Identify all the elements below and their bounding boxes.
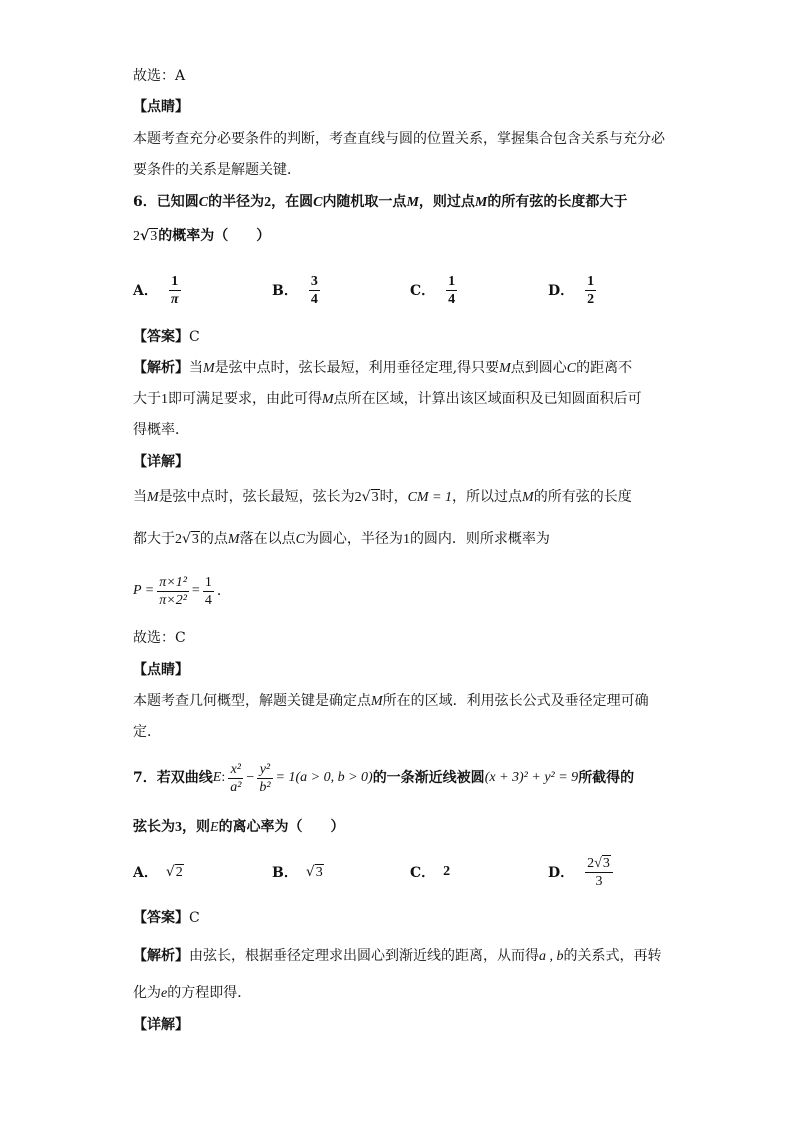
option-label: A． bbox=[133, 865, 158, 881]
analysis-line1 bbox=[133, 358, 632, 379]
fraction bbox=[585, 273, 596, 308]
numerator: 1 bbox=[204, 574, 212, 590]
paragraph-line bbox=[133, 691, 649, 712]
denominator: 4 bbox=[310, 291, 318, 307]
paragraph-line bbox=[133, 129, 665, 149]
text: 的点 bbox=[199, 531, 228, 547]
text: 为圆心，半径为 bbox=[304, 531, 403, 547]
text: 要条件的关系是解题关键． bbox=[133, 162, 301, 178]
math: C bbox=[295, 532, 305, 547]
text: 所截得的 bbox=[578, 770, 635, 786]
q7-option-b bbox=[272, 852, 324, 892]
sqrt-symbol: √3 bbox=[594, 855, 610, 871]
text: 得概率． bbox=[133, 422, 189, 438]
analysis-line2 bbox=[133, 389, 642, 410]
conclusion-line bbox=[133, 66, 185, 86]
denominator: 3 bbox=[595, 873, 603, 889]
math: P = bbox=[133, 583, 155, 598]
math: M bbox=[406, 195, 419, 210]
denominator: a² bbox=[230, 779, 242, 795]
option-value: 2 bbox=[443, 864, 451, 879]
text: 故选：A bbox=[133, 68, 186, 84]
text: 当 bbox=[189, 360, 203, 376]
option-d bbox=[548, 270, 599, 310]
math: 3 bbox=[150, 229, 158, 244]
answer-value: C bbox=[189, 329, 200, 345]
option-c bbox=[410, 270, 460, 310]
fraction bbox=[446, 273, 457, 308]
analysis-line2 bbox=[133, 983, 251, 1004]
math: M bbox=[371, 694, 383, 709]
text: 的方程即得． bbox=[167, 985, 252, 1001]
math: M bbox=[227, 532, 240, 547]
denominator: π×2² bbox=[159, 592, 187, 608]
text: 的距离不 bbox=[576, 360, 633, 376]
analysis-tag: 【解析】 bbox=[133, 948, 189, 964]
math: E bbox=[212, 770, 222, 785]
math: M bbox=[474, 195, 488, 210]
option-label: B． bbox=[272, 283, 298, 299]
fraction bbox=[257, 761, 272, 796]
fraction bbox=[203, 574, 214, 609]
section-tag bbox=[133, 97, 189, 117]
probability-formula bbox=[133, 568, 231, 614]
option-label: B． bbox=[272, 865, 298, 881]
denominator: b² bbox=[259, 779, 271, 795]
option-b bbox=[272, 270, 323, 310]
text: 定． bbox=[133, 724, 161, 740]
math: E bbox=[210, 820, 219, 835]
text: 故选：C bbox=[133, 630, 186, 646]
text: 即可满足要求，由此可得 bbox=[168, 391, 322, 407]
math: C bbox=[198, 195, 209, 210]
text: 是弦中点时，弦长最短，利用垂径定理,得只要 bbox=[214, 360, 500, 376]
answer-line bbox=[133, 327, 200, 347]
numerator: 3 bbox=[310, 273, 318, 289]
option-label: C． bbox=[410, 865, 436, 881]
sqrt-symbol: √3 bbox=[305, 863, 323, 880]
text: 点所在区域，计算出该区域面积及已知圆面积后可 bbox=[333, 391, 642, 407]
numerator: 1 bbox=[169, 273, 181, 291]
text: 的所有弦的长度都大于 bbox=[487, 194, 628, 210]
text: 本题考查充分必要条件的判断，考查直线与圆的位置关系，掌握集合包含关系与充分必 bbox=[133, 131, 665, 147]
fraction bbox=[228, 761, 243, 796]
sqrt-symbol: √3 bbox=[182, 531, 199, 547]
text: ，则 bbox=[182, 819, 210, 835]
text: 6．已知圆 bbox=[133, 194, 199, 210]
math: M bbox=[147, 490, 159, 505]
answer-line bbox=[133, 908, 200, 928]
question-6-line2 bbox=[133, 226, 270, 247]
denominator: 4 bbox=[448, 291, 456, 307]
math: M bbox=[522, 490, 534, 505]
section-tag bbox=[133, 660, 189, 680]
sqrt-symbol: √2 bbox=[165, 863, 183, 880]
math: 2 bbox=[175, 532, 182, 547]
numerator: x² bbox=[228, 761, 243, 779]
sqrt-symbol: √3 bbox=[361, 489, 379, 505]
text: 内随机取一点 bbox=[322, 194, 407, 210]
text: 当 bbox=[133, 489, 147, 505]
text: 的圆内．则所求概率为 bbox=[409, 531, 550, 547]
option-a bbox=[133, 270, 184, 310]
math: 1 bbox=[161, 392, 168, 407]
math: 2 bbox=[133, 229, 140, 244]
fraction bbox=[585, 855, 613, 890]
answer-tag: 【答案】 bbox=[133, 910, 189, 926]
text: 的关系式，再转 bbox=[563, 948, 662, 964]
question-7-line2 bbox=[133, 817, 345, 838]
text: 【点睛】 bbox=[133, 662, 189, 678]
text: 所在的区域．利用弦长公式及垂径定理可确 bbox=[382, 693, 649, 709]
detail-tag bbox=[133, 452, 189, 472]
text: 【点睛】 bbox=[133, 99, 189, 115]
math: 3 bbox=[371, 490, 379, 505]
math: M bbox=[499, 361, 511, 376]
detail-tag bbox=[133, 1015, 189, 1035]
text: 【详解】 bbox=[133, 1017, 189, 1033]
denominator: 4 bbox=[204, 592, 212, 608]
math: 2 bbox=[354, 490, 362, 505]
math: a , b bbox=[539, 949, 564, 964]
text: 弦长为 bbox=[133, 819, 175, 835]
math: M bbox=[203, 361, 215, 376]
numerator: 1 bbox=[587, 273, 595, 289]
math: 2 bbox=[264, 195, 272, 210]
denominator: 2 bbox=[587, 291, 595, 307]
math: (x + 3)² + y² = 9 bbox=[484, 770, 579, 785]
math: 3 bbox=[602, 855, 610, 871]
math: 2 bbox=[587, 855, 595, 871]
paragraph-line bbox=[133, 160, 301, 180]
numerator: y² bbox=[257, 761, 272, 779]
analysis-line1 bbox=[133, 946, 662, 967]
text: 【详解】 bbox=[133, 454, 189, 470]
question-6-line1 bbox=[133, 192, 627, 213]
text: 7．若双曲线 bbox=[133, 770, 213, 786]
text: 时， bbox=[379, 489, 408, 505]
text: 落在以点 bbox=[239, 531, 296, 547]
math: = 1(a > 0, b > 0) bbox=[275, 770, 373, 785]
text: 是弦中点时，弦长最短，弦长为 bbox=[158, 489, 355, 505]
text: 的一条渐近线被圆 bbox=[372, 770, 485, 786]
text: ． bbox=[216, 583, 231, 599]
math: 3 bbox=[175, 820, 182, 835]
math: − bbox=[246, 770, 255, 785]
fraction bbox=[309, 273, 320, 308]
text: ，则过点 bbox=[418, 194, 475, 210]
math: M bbox=[322, 392, 334, 407]
text: 点到圆心 bbox=[510, 360, 567, 376]
fraction bbox=[169, 273, 181, 308]
answer-value: C bbox=[189, 910, 200, 926]
analysis-tag: 【解析】 bbox=[133, 360, 189, 376]
q7-option-c bbox=[410, 852, 450, 892]
analysis-line3 bbox=[133, 420, 189, 440]
math: e bbox=[161, 986, 168, 1001]
sqrt-symbol: √3 bbox=[140, 228, 158, 244]
math: C bbox=[313, 195, 323, 210]
math: 1 bbox=[402, 532, 410, 547]
text: 的所有弦的长度 bbox=[533, 489, 632, 505]
denominator: π bbox=[170, 291, 179, 307]
option-label: D． bbox=[548, 283, 575, 299]
option-label: C． bbox=[410, 283, 436, 299]
text: 由弦长，根据垂径定理求出圆心到渐近线的距离，从而得 bbox=[189, 948, 539, 964]
text: ，在圆 bbox=[271, 194, 314, 210]
option-label: D． bbox=[548, 865, 575, 881]
numerator: π×1² bbox=[159, 574, 187, 590]
q7-option-d bbox=[548, 852, 616, 892]
text: 都大于 bbox=[133, 531, 175, 547]
numerator: 1 bbox=[448, 273, 456, 289]
q7-option-a bbox=[133, 852, 184, 892]
detail-line2 bbox=[133, 529, 550, 550]
text: 大于 bbox=[133, 391, 161, 407]
math: CM = 1 bbox=[407, 490, 453, 505]
math: 3 bbox=[315, 864, 323, 880]
fraction bbox=[157, 574, 189, 609]
text: 的概率为（ ） bbox=[158, 228, 271, 244]
math: = bbox=[191, 583, 200, 598]
text: 本题考查几何概型，解题关键是确定点 bbox=[133, 693, 371, 709]
math: 3 bbox=[191, 532, 199, 547]
math: 2 bbox=[175, 864, 183, 880]
paragraph-line bbox=[133, 722, 161, 742]
detail-line1 bbox=[133, 487, 632, 508]
text: 的离心率为（ ） bbox=[218, 819, 345, 835]
text: 化为 bbox=[133, 985, 161, 1001]
question-7-line1 bbox=[133, 758, 634, 798]
text: ，所以过点 bbox=[452, 489, 523, 505]
answer-tag: 【答案】 bbox=[133, 329, 189, 345]
math: C bbox=[566, 361, 577, 376]
math: : bbox=[221, 770, 226, 785]
option-label: A． bbox=[133, 283, 158, 299]
text: 的半径为 bbox=[208, 194, 265, 210]
conclusion-line bbox=[133, 628, 186, 648]
